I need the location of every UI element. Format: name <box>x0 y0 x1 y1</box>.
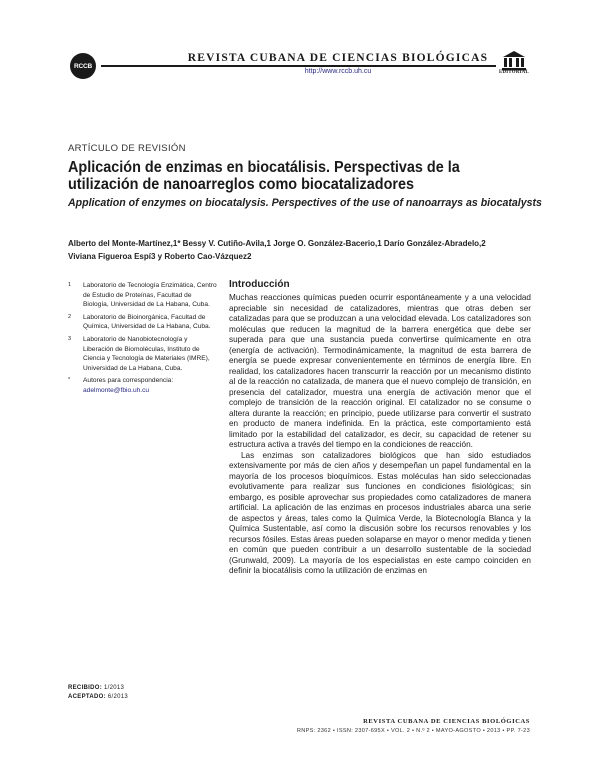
author-line-1: Alberto del Monte-Martínez,1* Bessy V. Cutiño-Avila,1 Jorge O. González-Bacerio,1 Darío González-Abradelo,2 <box>68 239 486 248</box>
article-title-spanish: Aplicación de enzimas en biocatálisis. Perspectivas de la utilización de nanoarreglos como biocatalizadores <box>68 159 460 193</box>
footer-publication-meta: RNPS: 2362 • ISSN: 2307-695X • VOL. 2 • N.º 2 • MAYO-AGOSTO • 2013 • PP. 7-23 <box>296 728 530 734</box>
affiliation-text: Laboratorio de Bioinorgánica, Facultad de Química, Universidad de La Habana, Cuba. <box>83 313 211 331</box>
footer-journal-title: REVISTA CUBANA DE CIENCIAS BIOLÓGICAS <box>363 718 530 725</box>
body-text <box>229 293 531 577</box>
journal-title: REVISTA CUBANA DE CIENCIAS BIOLÓGICAS <box>187 52 489 64</box>
article-title-english: Application of enzymes on biocatalysis. Perspectives of the use of nanoarrays as biocatalysts <box>68 197 542 209</box>
affiliation-text: Laboratorio de Tecnología Enzimática, Centro de Estudio de Proteínas, Facultad de Biología, Universidad de La Habana, Cuba. <box>83 282 217 309</box>
body-paragraph-2: Las enzimas son catalizadores biológicos que han sido estudiados extensivamente por más de cien años y desempeñan un papel fundamental en la mayoría de los procesos bioquímicos. Estas moléculas han sido seleccionadas evolutivamente para realizar sus funciones en condiciones fisiológicas; sin embargo, es posible aprovechar sus propiedades como catalizadores de manera artificial. La aplicación de las enzimas en procesos industriales abarca una serie de aspectos y áreas, tales como la Química Verde, la Biotecnología Blanca y la Química Sustentable, así como la discusión sobre los recursos renovables y los recursos fósiles. Estas áreas pueden solaparse en mayor o menor medida y tienen en común que pueden contribuir a un desarrollo sustentable de la sociedad (Grunwald, 2009). La mayoría de los especialistas en este campo coinciden en definir la biocatálisis como la utilización de enzimas en <box>229 450 531 575</box>
received-label: RECIBIDO: <box>68 685 103 691</box>
article-section-label: ARTÍCULO DE REVISIÓN <box>68 143 186 154</box>
correspondence-mark: * <box>68 377 71 384</box>
accepted-label: ACEPTADO: <box>68 693 106 700</box>
received-value: 1/2013 <box>104 685 125 691</box>
editorial-label: EDITORIAL <box>498 70 530 75</box>
affiliation-item <box>68 313 218 332</box>
author-list <box>68 237 538 263</box>
journal-url-link[interactable]: http://www.rccb.uh.cu <box>304 68 372 75</box>
correspondence-label: Autores para correspondencia: <box>83 377 174 385</box>
journal-logo-rccb: RCCB <box>70 53 96 79</box>
introduction-heading: Introducción <box>229 279 290 290</box>
affiliations <box>68 281 218 399</box>
correspondence-email-link[interactable]: adelmonte@fbio.uh.cu <box>83 386 150 394</box>
affiliation-item <box>68 281 218 310</box>
affiliation-mark: 3 <box>68 335 72 342</box>
correspondence-item <box>68 376 218 395</box>
accepted-value: 6/2013 <box>107 693 129 700</box>
affiliation-text: Laboratorio de Nanobiotecnología y Liberación de Biomoléculas, Instituto de Ciencia y Tecnología de Materiales (IMRE), Universidad de La Habana, Cuba. <box>83 335 210 372</box>
body-paragraph-1: Muchas reacciones químicas pueden ocurrir espontáneamente y a una velocidad apreciable sin necesidad de catalizadores, mientras que otras deben ser catalizadas para que se produzcan a una velocidad elevada. Los catalizadores son moléculas que reducen la magnitud de la barrera energética que debe ser superada para que una sustancia pueda convertirse químicamente en otra (energía de activación). Termodinámicamente, la magnitud de esta barrera de energía se puede expresar convenientemente en términos de energía libre. En realidad, los catalizadores hacen transcurrir la reacción por un mecanismo distinto al de la reacción no catalizada, de manera que el nuevo complejo de transición, en presencia del catalizador, muestra una energía de activación menor que el complejo de transición de la reacción original. El catalizador no se consume o altera durante la reacción; en principio, puede utilizarse para convertir el sustrato en producto de manera indefinida. En la práctica, este comportamiento está limitado por la estabilidad del catalizador, es decir, su capacidad de retener su estructura activa a través del tiempo en la condiciones de reacción. <box>229 293 531 449</box>
author-line-2: Viviana Figueroa Espí3 y Roberto Cao-Vázquez2 <box>68 252 252 261</box>
affiliation-mark: 1 <box>68 282 72 288</box>
affiliation-item <box>68 335 218 373</box>
submission-dates <box>68 684 128 701</box>
affiliation-mark: 2 <box>68 313 72 320</box>
header-divider <box>101 65 496 67</box>
